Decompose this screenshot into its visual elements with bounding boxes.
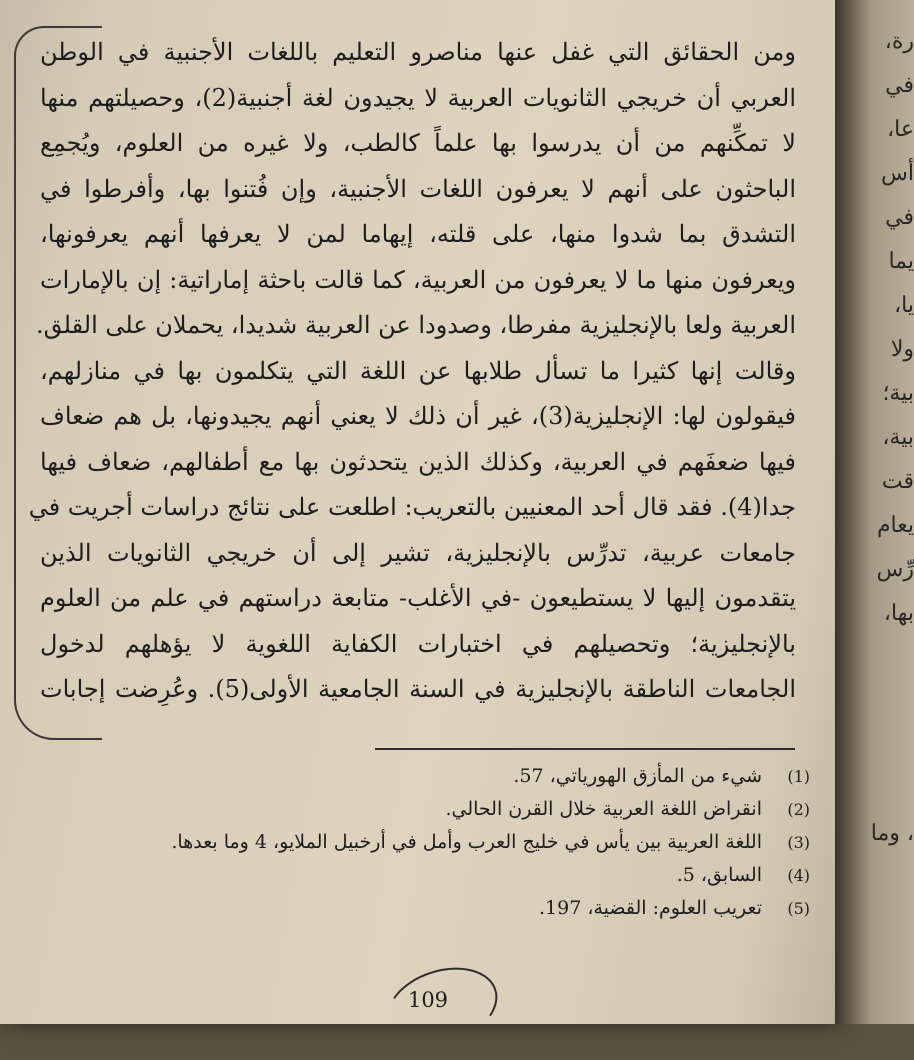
text-line: التشدق بما شدوا منها، على قلته، إيهاما لمن لا يعرفها أنهم يعرفونها، xyxy=(40,220,796,248)
facing-fragment: بية، xyxy=(882,425,914,450)
footnote-separator xyxy=(375,748,795,750)
footnote-text: شيء من المأزق الهورياتي، 57. xyxy=(513,765,762,787)
text-line: جدا(4). فقد قال أحد المعنيين بالتعريب: اطلعت على نتائج دراسات أجريت في xyxy=(28,493,796,521)
text-line: العربي أن خريجي الثانويات العربية لا يجيدون لغة أجنبية(2)، وحصيلتهم منها xyxy=(40,83,797,112)
text-line: وقالت إنها كثيرا ما تسأل طلابها عن اللغة التي يتكلمون بها في منازلهم، xyxy=(40,356,796,385)
footnote-number: (2) xyxy=(787,800,810,819)
footnote xyxy=(130,793,810,826)
footnote-text: اللغة العربية بين يأس في خليج العرب وأمل في أرخبيل الملايو، 4 وما بعدها. xyxy=(171,831,762,853)
text-line: يتقدمون إليها لا يستطيعون -في الأغلب- متابعة دراستهم في علم من العلوم xyxy=(40,584,797,612)
text-line: بالإنجليزية؛ وتحصيلهم في اختبارات الكفاية اللغوية لا يؤهلهم لدخول xyxy=(40,629,796,658)
footnote xyxy=(130,859,810,892)
facing-page-text xyxy=(844,20,914,856)
facing-fragment: أس xyxy=(881,161,914,186)
facing-fragment: ولا xyxy=(890,337,914,362)
facing-fragment: في xyxy=(885,73,914,98)
footnote-number: (1) xyxy=(787,767,810,786)
facing-fragment: يما xyxy=(888,249,914,274)
text-line: الباحثون على أنهم لا يعرفون اللغات الأجنبية، وإن فُتنوا بها، وأفرطوا في xyxy=(40,174,796,203)
facing-fragment: قت xyxy=(881,469,914,494)
facing-fragment: بية؛ xyxy=(882,381,914,406)
facing-fragment: ، وما xyxy=(870,821,914,846)
text-line: الجامعات الناطقة بالإنجليزية في السنة الجامعية الأولى(5). وعُرِضت إجابات xyxy=(40,675,796,703)
footnote-number: (4) xyxy=(787,866,810,885)
text-line: لا تمكِّنهم من أن يدرسوا بها علماً كالطب، ولا غيره من العلوم، ويُجمِع xyxy=(40,129,796,157)
facing-fragment xyxy=(844,768,914,812)
facing-page-edge xyxy=(835,0,914,1024)
page-number: 109 xyxy=(407,988,449,1012)
facing-fragment: يعام xyxy=(876,513,914,538)
facing-fragment: رِّس xyxy=(876,557,914,582)
text-line: جامعات عربية، تدرِّس بالإنجليزية، تشير إلى أن خريجي الثانويات الذين xyxy=(40,538,796,567)
facing-fragment: عا، xyxy=(887,117,914,142)
facing-fragment xyxy=(844,724,914,768)
text-line: فيقولون لها: الإنجليزية(3)، غير أن ذلك لا يعني أنهم يجيدونها، بل هم ضعاف xyxy=(40,402,796,430)
facing-fragment: بها، xyxy=(883,601,914,626)
footnotes xyxy=(130,760,810,925)
footnote-number: (3) xyxy=(787,833,810,852)
text-line: ويعرفون منها ما لا يعرفون من العربية، كما قالت باحثة إماراتية: إن بالإمارات xyxy=(40,265,796,294)
facing-fragment xyxy=(844,636,914,680)
footnote xyxy=(130,892,810,925)
facing-fragment: يا، xyxy=(894,293,914,318)
text-line: العربية ولعا بالإنجليزية مفرطا، وصدودا عن العربية شديدا، يحملان على القلق. xyxy=(36,311,796,339)
main-paragraph xyxy=(28,30,797,713)
text-line: فيها ضعفَهم في العربية، وكذلك الذين يتحدثون بها مع أطفالهم، ضعاف فيها xyxy=(40,447,796,476)
footnote-number: (5) xyxy=(787,899,810,918)
facing-fragment xyxy=(844,680,914,724)
text-line: ومن الحقائق التي غفل عنها مناصرو التعليم باللغات الأجنبية في الوطن xyxy=(40,38,796,66)
footnote-text: تعريب العلوم: القضية، 197. xyxy=(538,897,762,919)
footnote xyxy=(130,826,810,859)
facing-fragment: في xyxy=(885,205,914,230)
facing-fragment: رة، xyxy=(884,29,914,54)
footnote-text: انقراض اللغة العربية خلال القرن الحالي. xyxy=(445,798,762,820)
footnote xyxy=(130,760,810,793)
footnote-text: السابق، 5. xyxy=(676,864,762,886)
